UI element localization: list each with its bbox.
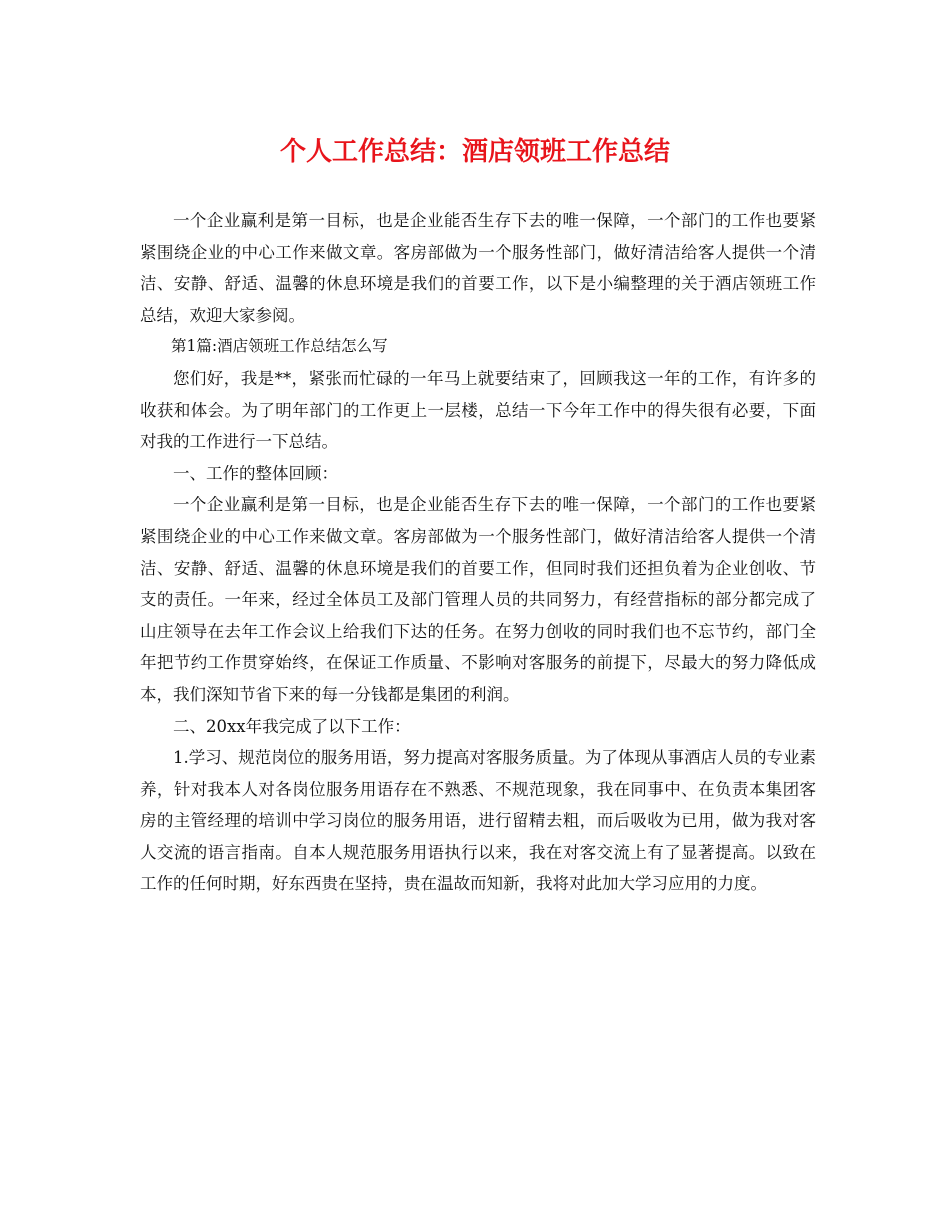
work-item-paragraph: 1.学习、规范岗位的服务用语，努力提高对客服务质量。为了体现从事酒店人员的专业素养，针对我本人对各岗位服务用语存在不熟悉、不规范现象，我在同事中、在负责本集团客房的主管经理的培训中学习岗位的服务用语，进行留精去粗，而后吸收为已用，做为我对客人交流的语言指南。自本人规范服务用语执行以来，我在对客交流上有了显著提高。以致在工作的任何时期，好东西贵在坚持，贵在温故而知新，我将对此加大学习应用的力度。 [140,748,816,894]
document-title: 个人工作总结：酒店领班工作总结 [279,137,670,167]
section-heading-overview: 一、工作的整体回顾： [173,463,338,483]
intro-paragraph: 一个企业赢利是第一目标，也是企业能否生存下去的唯一保障，一个部门的工作也要紧紧围绕企业的中心工作来做文章。客房部做为一个服务性部门，做好清洁给客人提供一个清洁、安静、舒适、温馨的休息环境是我们的首要工作，以下是小编整理的关于酒店领班工作总结，欢迎大家参阅。 [140,211,816,325]
section-heading-part-1: 第1篇:酒店领班工作总结怎么写 [171,337,388,356]
overview-paragraph: 一个企业赢利是第一目标，也是企业能否生存下去的唯一保障，一个部门的工作也要紧紧围绕企业的中心工作来做文章。客房部做为一个服务性部门，做好清洁给客人提供一个清洁、安静、舒适、温馨的休息环境是我们的首要工作，但同时我们还担负着为企业创收、节支的责任。一年来，经过全体员工及部门管理人员的共同努力，有经营指标的部分都完成了山庄领导在去年工作会议上给我们下达的任务。在努力创收的同时我们也不忘节约，部门全年把节约工作贯穿始终，在保证工作质量、不影响对客服务的前提下，尽最大的努力降低成本，我们深知节省下来的每一分钱都是集团的利润。 [140,495,816,704]
section-heading-completed-work: 二、20xx年我完成了以下工作： [173,716,411,736]
document-body [140,205,816,900]
greeting-paragraph: 您们好，我是**，紧张而忙碌的一年马上就要结束了，回顾我这一年的工作，有许多的收获和体会。为了明年部门的工作更上一层楼，总结一下今年工作中的得失很有必要，下面对我的工作进行一下总结。 [140,368,816,452]
